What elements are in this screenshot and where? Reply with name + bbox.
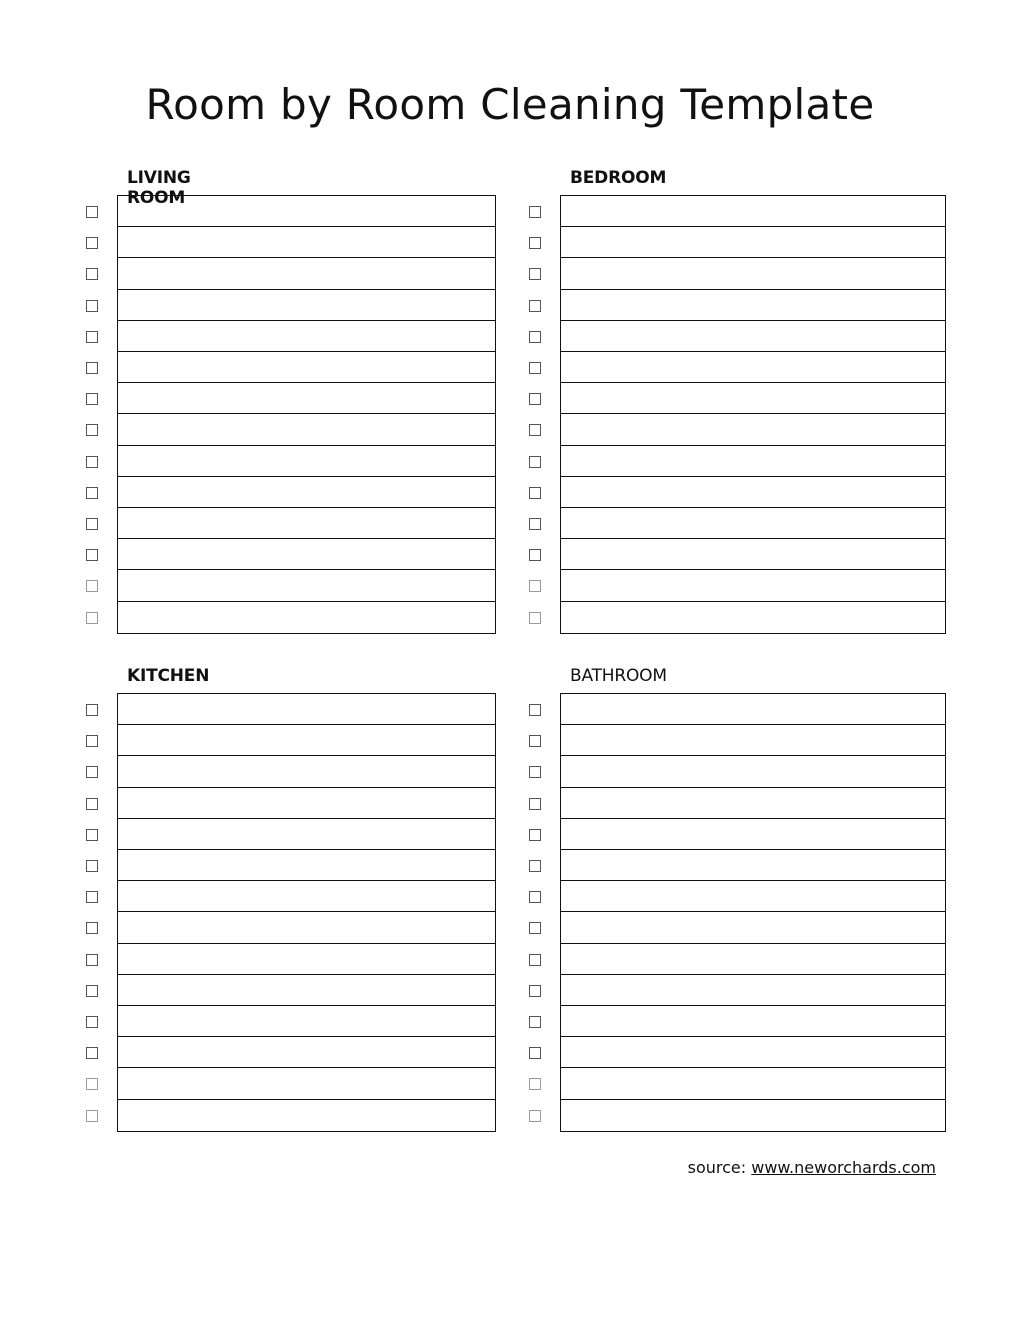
task-checkbox[interactable] — [86, 331, 98, 343]
task-checkbox[interactable] — [86, 549, 98, 561]
task-checkbox[interactable] — [86, 891, 98, 903]
task-checkbox[interactable] — [529, 860, 541, 872]
task-checkbox[interactable] — [529, 954, 541, 966]
task-line[interactable] — [118, 258, 495, 289]
task-line[interactable] — [118, 539, 495, 570]
task-checkbox[interactable] — [86, 612, 98, 624]
task-line[interactable] — [118, 602, 495, 633]
task-checkbox[interactable] — [529, 424, 541, 436]
task-line[interactable] — [118, 414, 495, 445]
task-checkbox[interactable] — [529, 1078, 541, 1090]
task-checkbox[interactable] — [529, 237, 541, 249]
task-line[interactable] — [561, 912, 945, 943]
task-line[interactable] — [118, 819, 495, 850]
task-line[interactable] — [118, 508, 495, 539]
task-checkbox[interactable] — [529, 1016, 541, 1028]
task-line[interactable] — [118, 756, 495, 787]
task-line[interactable] — [118, 446, 495, 477]
task-line[interactable] — [561, 756, 945, 787]
source-prefix: source: — [687, 1158, 747, 1177]
task-line[interactable] — [561, 446, 945, 477]
source-link[interactable]: www.neworchards.com — [751, 1158, 936, 1177]
task-checkbox[interactable] — [86, 954, 98, 966]
task-checkbox[interactable] — [86, 1078, 98, 1090]
task-checkbox[interactable] — [86, 268, 98, 280]
task-line[interactable] — [561, 788, 945, 819]
task-checkbox[interactable] — [529, 487, 541, 499]
task-line[interactable] — [118, 290, 495, 321]
task-checkbox[interactable] — [86, 860, 98, 872]
task-line[interactable] — [561, 975, 945, 1006]
task-line[interactable] — [561, 1100, 945, 1131]
task-line[interactable] — [561, 383, 945, 414]
task-checkbox[interactable] — [529, 362, 541, 374]
task-line[interactable] — [118, 196, 495, 227]
task-checkbox[interactable] — [86, 206, 98, 218]
task-line[interactable] — [561, 477, 945, 508]
task-line[interactable] — [561, 944, 945, 975]
task-line[interactable] — [561, 227, 945, 258]
task-checkbox[interactable] — [529, 891, 541, 903]
task-checkbox[interactable] — [529, 331, 541, 343]
task-line[interactable] — [561, 1068, 945, 1099]
task-line[interactable] — [118, 1100, 495, 1131]
task-line[interactable] — [118, 912, 495, 943]
task-checkbox[interactable] — [86, 393, 98, 405]
checklist-table — [560, 693, 946, 1132]
checklist-table — [117, 195, 496, 634]
task-checkbox[interactable] — [86, 735, 98, 747]
task-checkbox[interactable] — [529, 518, 541, 530]
task-checkbox[interactable] — [86, 704, 98, 716]
task-checkbox[interactable] — [86, 1110, 98, 1122]
task-line[interactable] — [561, 352, 945, 383]
task-checkbox[interactable] — [529, 612, 541, 624]
task-line[interactable] — [561, 694, 945, 725]
section-title: KITCHEN — [127, 666, 210, 686]
task-line[interactable] — [118, 383, 495, 414]
task-line[interactable] — [118, 227, 495, 258]
task-checkbox[interactable] — [86, 985, 98, 997]
task-checkbox[interactable] — [529, 456, 541, 468]
task-line[interactable] — [118, 1006, 495, 1037]
task-checkbox[interactable] — [529, 985, 541, 997]
task-checkbox[interactable] — [529, 268, 541, 280]
task-checkbox[interactable] — [86, 300, 98, 312]
page-title: Room by Room Cleaning Template — [145, 80, 875, 129]
task-line[interactable] — [561, 508, 945, 539]
task-line[interactable] — [118, 881, 495, 912]
task-line[interactable] — [118, 477, 495, 508]
task-checkbox[interactable] — [529, 580, 541, 592]
task-checkbox[interactable] — [86, 1016, 98, 1028]
task-checkbox[interactable] — [529, 1110, 541, 1122]
task-line[interactable] — [561, 819, 945, 850]
task-line[interactable] — [118, 321, 495, 352]
task-line[interactable] — [561, 881, 945, 912]
task-line[interactable] — [561, 1037, 945, 1068]
task-checkbox[interactable] — [86, 456, 98, 468]
task-line[interactable] — [118, 1068, 495, 1099]
task-checkbox[interactable] — [529, 393, 541, 405]
task-checkbox[interactable] — [86, 1047, 98, 1059]
task-checkbox[interactable] — [529, 798, 541, 810]
task-line[interactable] — [561, 725, 945, 756]
task-checkbox[interactable] — [86, 487, 98, 499]
task-line[interactable] — [561, 539, 945, 570]
task-line[interactable] — [561, 290, 945, 321]
task-checkbox[interactable] — [529, 1047, 541, 1059]
section-title: LIVING ROOM — [127, 168, 191, 208]
task-line[interactable] — [561, 850, 945, 881]
task-checkbox[interactable] — [86, 362, 98, 374]
task-checkbox[interactable] — [529, 735, 541, 747]
task-line[interactable] — [561, 196, 945, 227]
task-line[interactable] — [118, 850, 495, 881]
task-line[interactable] — [561, 602, 945, 633]
section-title: BATHROOM — [570, 666, 667, 686]
task-line[interactable] — [561, 1006, 945, 1037]
source-credit — [688, 1158, 936, 1177]
task-checkbox[interactable] — [86, 922, 98, 934]
task-line[interactable] — [118, 788, 495, 819]
task-line[interactable] — [118, 352, 495, 383]
task-checkbox[interactable] — [86, 424, 98, 436]
task-checkbox[interactable] — [86, 798, 98, 810]
task-line[interactable] — [561, 414, 945, 445]
task-line[interactable] — [561, 570, 945, 601]
task-line[interactable] — [561, 258, 945, 289]
checklist-table — [117, 693, 496, 1132]
task-checkbox[interactable] — [529, 300, 541, 312]
task-line[interactable] — [118, 975, 495, 1006]
section-title: BEDROOM — [570, 168, 667, 188]
task-line[interactable] — [118, 725, 495, 756]
task-line[interactable] — [118, 570, 495, 601]
task-checkbox[interactable] — [86, 766, 98, 778]
checklist-table — [560, 195, 946, 634]
task-checkbox[interactable] — [529, 766, 541, 778]
task-line[interactable] — [118, 944, 495, 975]
task-checkbox[interactable] — [86, 518, 98, 530]
task-checkbox[interactable] — [86, 237, 98, 249]
task-checkbox[interactable] — [86, 580, 98, 592]
task-checkbox[interactable] — [529, 704, 541, 716]
task-checkbox[interactable] — [86, 829, 98, 841]
task-line[interactable] — [118, 1037, 495, 1068]
task-checkbox[interactable] — [529, 922, 541, 934]
task-checkbox[interactable] — [529, 829, 541, 841]
task-checkbox[interactable] — [529, 549, 541, 561]
task-line[interactable] — [561, 321, 945, 352]
task-line[interactable] — [118, 694, 495, 725]
task-checkbox[interactable] — [529, 206, 541, 218]
